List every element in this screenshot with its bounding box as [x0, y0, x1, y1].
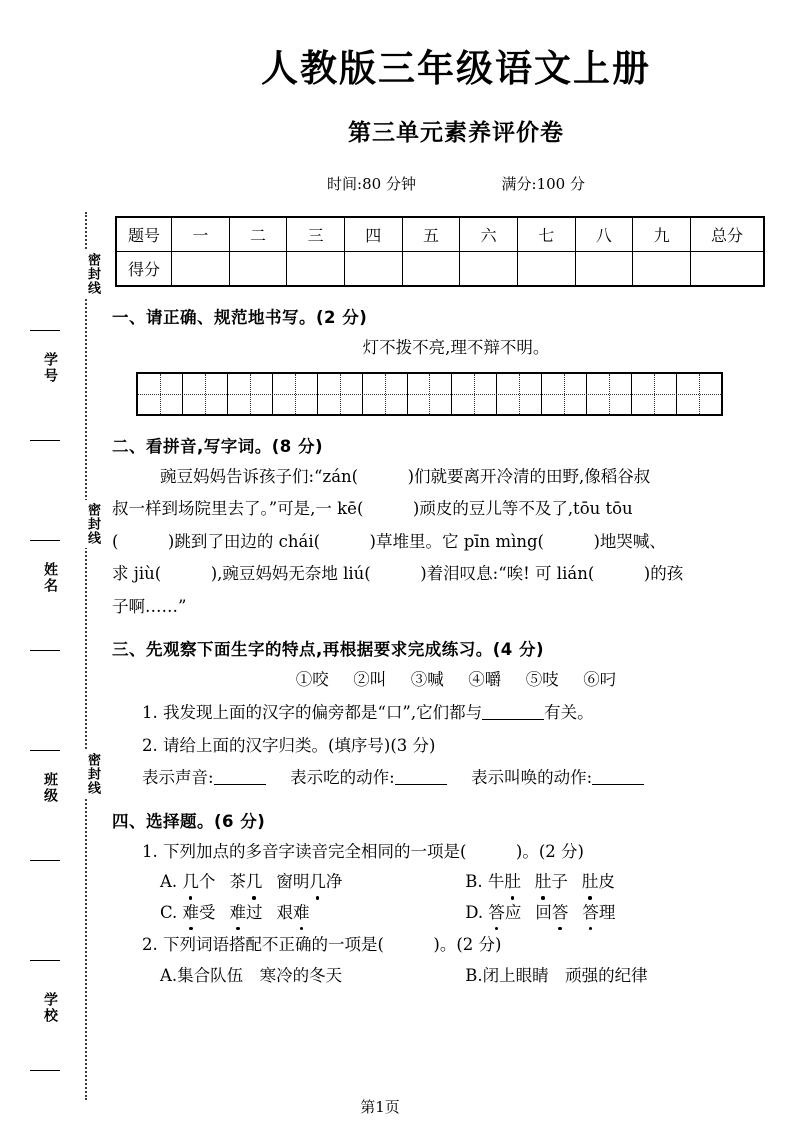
- tianzige-cell[interactable]: [587, 374, 632, 414]
- exam-meta: [112, 173, 800, 194]
- page-subtitle: 第三单元素养评价卷: [348, 120, 564, 146]
- margin-label-school: 学校: [42, 992, 58, 1024]
- tianzige-cell[interactable]: [542, 374, 587, 414]
- score-table-rowlabel: 得分: [116, 252, 172, 287]
- seal-line-word: 密封线: [70, 750, 102, 798]
- score-table-col-1: 一: [172, 217, 230, 252]
- option-a[interactable]: [160, 963, 460, 989]
- section-2-line: 子啊……”: [112, 596, 187, 616]
- emphasis-char: 答: [552, 900, 569, 926]
- section-3-heading: 三、先观察下面生字的特点,再根据要求完成练习。(4 分): [112, 640, 545, 660]
- section-1-heading: 一、请正确、规范地书写。(2 分): [112, 308, 368, 327]
- question-1-text-before: 1. 我发现上面的汉字的偏旁都是“口”,它们都与: [142, 702, 483, 722]
- score-table-col-total: 总分: [691, 217, 765, 252]
- score-cell[interactable]: [517, 252, 575, 287]
- score-table-col-5: 五: [402, 217, 460, 252]
- answer-blank[interactable]: [214, 768, 266, 785]
- score-cell[interactable]: [575, 252, 633, 287]
- section-3-categories: [112, 765, 800, 791]
- section-3-character-list: [112, 667, 800, 693]
- exam-sheet: [112, 0, 800, 1132]
- tianzige-cell[interactable]: [363, 374, 408, 414]
- section-4-heading: 四、选择题。(6 分): [112, 811, 266, 831]
- score-table-wrap: [112, 216, 800, 287]
- character-item: ②叫: [353, 670, 387, 690]
- emphasis-char: 肚: [504, 869, 521, 895]
- score-cell[interactable]: [229, 252, 287, 287]
- option-label: A.: [160, 965, 178, 985]
- category-label-eating: 表示吃的动作:: [290, 768, 395, 788]
- left-margin: [0, 0, 112, 1132]
- question-1-text-after: 有关。: [544, 702, 594, 722]
- answer-blank[interactable]: [482, 703, 544, 720]
- option-b[interactable]: [465, 963, 765, 989]
- tianzige-cell[interactable]: [408, 374, 453, 414]
- page-footer: [0, 1096, 800, 1117]
- margin-rule: [30, 540, 60, 541]
- score-table-col-2: 二: [229, 217, 287, 252]
- score-cell[interactable]: [287, 252, 345, 287]
- score-cell[interactable]: [402, 252, 460, 287]
- emphasis-char: 难: [293, 900, 310, 926]
- score-table-col-9: 九: [633, 217, 691, 252]
- score-cell[interactable]: [460, 252, 518, 287]
- tianzige-cell[interactable]: [632, 374, 677, 414]
- score-table-col-4: 四: [344, 217, 402, 252]
- score-cell-total[interactable]: [691, 252, 765, 287]
- tianzige-cell[interactable]: [677, 374, 721, 414]
- page-number: 第1页: [360, 1098, 400, 1116]
- emphasis-char: 几: [246, 869, 263, 895]
- section-4-question-2-stem: 2. 下列词语搭配不正确的一项是( )。(2 分): [142, 935, 502, 955]
- tianzige-grid[interactable]: [136, 372, 723, 416]
- option-d[interactable]: D. 答应 回答 答理: [465, 900, 765, 926]
- score-cell[interactable]: [172, 252, 230, 287]
- option-label: B.: [465, 872, 483, 892]
- section-4-q2-option-row-ab: [112, 963, 800, 989]
- margin-rule: [30, 960, 60, 961]
- exam-time-label: 时间:80 分钟: [327, 175, 416, 193]
- section-3-question-1: [112, 700, 800, 726]
- character-item: ①咬: [295, 670, 329, 690]
- section-4-question-1-stem: 1. 下列加点的多音字读音完全相同的一项是( )。(2 分): [142, 841, 584, 861]
- emphasis-char: 几: [309, 869, 326, 895]
- score-table: [115, 216, 765, 287]
- option-text: 集合队伍 寒冷的冬天: [177, 965, 343, 985]
- option-label: C.: [160, 902, 178, 922]
- section-2-line: 求 jiù( ),豌豆妈妈无奈地 liú( )着泪叹息:“唉! 可 lián( )的孩: [112, 564, 684, 584]
- character-item: ⑤吱: [525, 670, 559, 690]
- page-title: 人教版三年级语文上册: [261, 46, 651, 90]
- margin-rule: [30, 330, 60, 331]
- option-label: B.: [465, 965, 483, 985]
- score-table-col-3: 三: [287, 217, 345, 252]
- section-2-line: 叔一样到场院里去了。”可是,一 kē( )顽皮的豆儿等不及了,tōu tōu: [112, 499, 633, 519]
- section-4-q1-option-row-cd: [112, 900, 800, 926]
- margin-label-student-id: 学号: [42, 352, 58, 384]
- table-row: [116, 252, 764, 287]
- character-item: ③喊: [410, 670, 444, 690]
- margin-rule: [30, 650, 60, 651]
- score-cell[interactable]: [633, 252, 691, 287]
- tianzige-cell[interactable]: [228, 374, 273, 414]
- score-table-col-6: 六: [460, 217, 518, 252]
- tianzige-cell[interactable]: [138, 374, 183, 414]
- character-item: ⑥叼: [583, 670, 617, 690]
- emphasis-char: 难: [183, 900, 200, 926]
- section-4-q1-option-row-ab: [112, 869, 800, 895]
- option-c[interactable]: C. 难受 难过 艰难: [160, 900, 460, 926]
- margin-label-name: 姓名: [42, 562, 58, 594]
- emphasis-char: 几: [182, 869, 199, 895]
- seal-line-word: 密封线: [70, 250, 102, 298]
- seal-line-word: 密封线: [70, 500, 102, 548]
- category-label-sound: 表示声音:: [142, 768, 214, 788]
- margin-rule: [30, 750, 60, 751]
- score-table-rowlabel: 题号: [116, 217, 172, 252]
- tianzige-cell[interactable]: [183, 374, 228, 414]
- option-a[interactable]: A. 几个 茶几 窗明几净: [160, 869, 460, 895]
- margin-label-class: 班级: [42, 772, 58, 804]
- tianzige-cell[interactable]: [497, 374, 542, 414]
- section-2-line: ( )跳到了田边的 chái( )草堆里。它 pīn mìng( )地哭喊、: [112, 531, 666, 551]
- score-table-col-7: 七: [517, 217, 575, 252]
- margin-rule: [30, 440, 60, 441]
- option-text: 闭上眼睛 顽强的纪律: [482, 965, 648, 985]
- option-label: D.: [465, 902, 484, 922]
- category-label-calling: 表示叫唤的动作:: [471, 768, 593, 788]
- margin-rule: [30, 1070, 60, 1071]
- tianzige-cell[interactable]: [318, 374, 363, 414]
- section-2-line: 豌豆妈妈告诉孩子们:“zán( )们就要离开冷清的田野,像稻谷叔: [160, 466, 651, 486]
- seal-dotted-line: [85, 212, 87, 1100]
- tianzige-cell[interactable]: [273, 374, 318, 414]
- emphasis-char: 答: [488, 900, 505, 926]
- option-b[interactable]: B. 牛肚 肚子 肚皮: [465, 869, 765, 895]
- score-table-col-8: 八: [575, 217, 633, 252]
- answer-blank[interactable]: [395, 768, 447, 785]
- exam-total-score-label: 满分:100 分: [501, 175, 585, 193]
- score-cell[interactable]: [344, 252, 402, 287]
- emphasis-char: 肚: [535, 869, 552, 895]
- margin-rule: [30, 860, 60, 861]
- emphasis-char: 答: [582, 900, 599, 926]
- table-row: [116, 217, 764, 252]
- emphasis-char: 难: [230, 900, 247, 926]
- section-2-heading: 二、看拼音,写字词。(8 分): [112, 436, 324, 456]
- emphasis-char: 肚: [582, 869, 599, 895]
- section-3-question-2: 2. 请给上面的汉字归类。(填序号)(3 分): [142, 735, 436, 755]
- option-label: A.: [160, 872, 178, 892]
- character-item: ④嚼: [468, 670, 502, 690]
- section-1-sentence: 灯不拨不亮,理不辩不明。: [362, 338, 550, 357]
- tianzige-cell[interactable]: [452, 374, 497, 414]
- answer-blank[interactable]: [592, 768, 644, 785]
